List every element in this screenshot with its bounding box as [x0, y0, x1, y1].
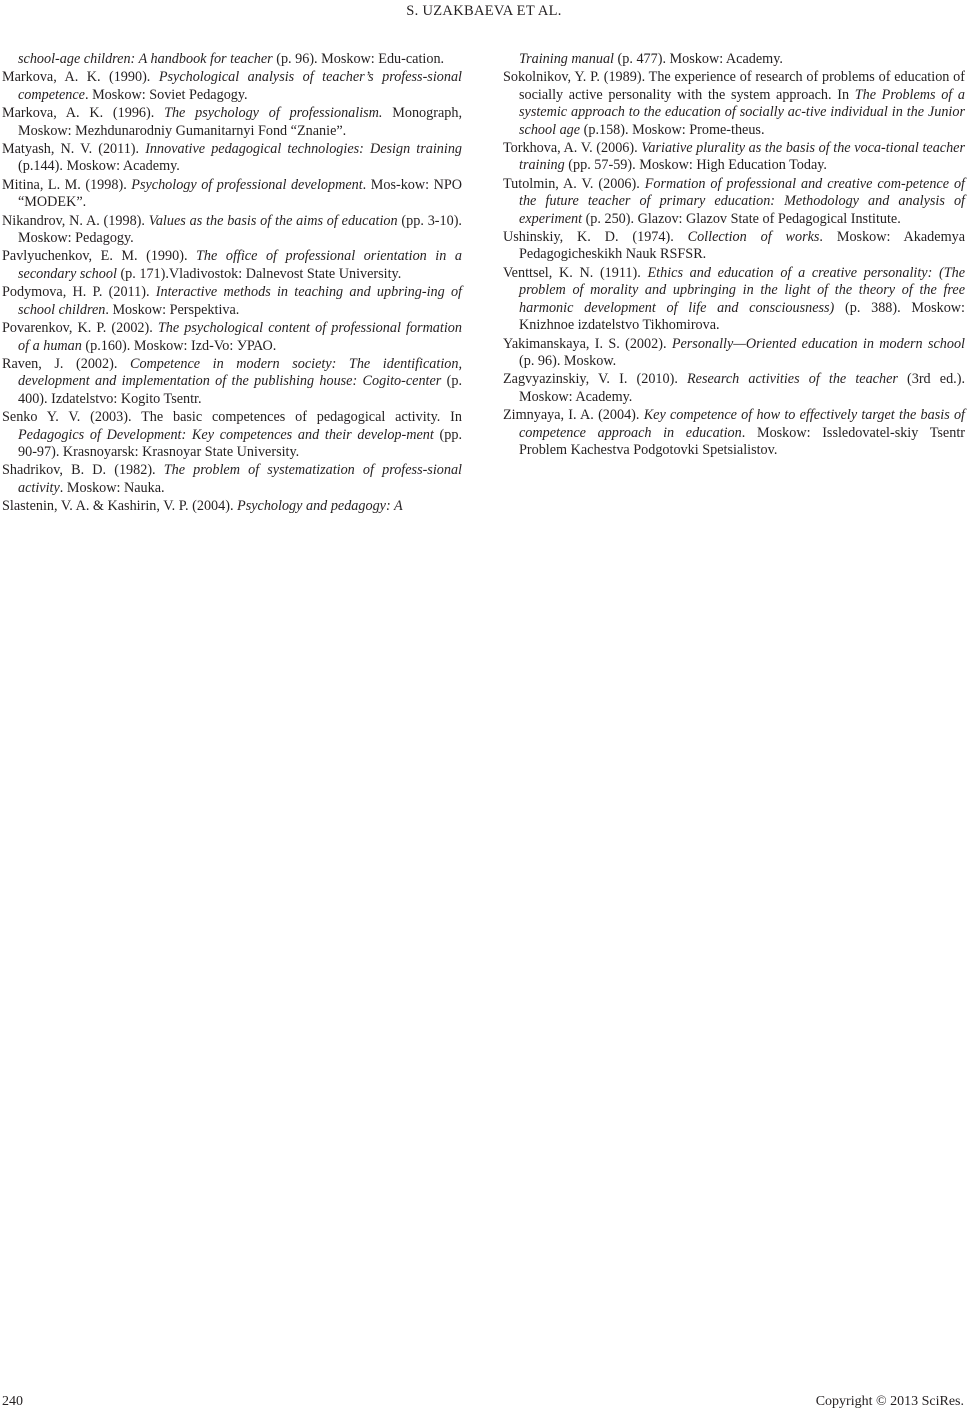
reference-authors: Podymova, H. P. (2011). — [2, 284, 156, 301]
reference-publication: . Moskow: Perspektiva. — [105, 301, 240, 318]
reference-publication: (pp. 3-10). Moskow: Pedagogy. — [18, 212, 462, 247]
reference-entry — [503, 336, 965, 371]
reference-publication: (p. 171).Vladivostok: Dalnevost State University. — [116, 265, 402, 282]
page-number: 240 — [2, 1394, 23, 1409]
reference-title: Psychology of professional development — [131, 176, 363, 193]
reference-publication: (3rd ed.). Moskow: Academy. — [519, 371, 965, 405]
reference-title: Values as the basis of the aims of education — [148, 212, 398, 229]
reference-title: Psychological analysis of teacher’s profess-sional competence — [18, 69, 462, 103]
reference-publication: . Moskow: Soviet Pedagogy. — [84, 86, 248, 103]
reference-authors: Ushinskiy, K. D. (1974). — [503, 229, 688, 246]
reference-entry — [2, 409, 462, 461]
reference-authors: Nikandrov, N. A. (1998). — [2, 212, 149, 229]
reference-entry — [503, 140, 965, 175]
reference-entry — [2, 213, 462, 248]
reference-title: Collection of works — [687, 229, 820, 246]
reference-title: Pedagogics of Development: Key competences and their develop-ment — [18, 426, 434, 443]
reference-title: Innovative pedagogical technologies: Design training — [145, 141, 463, 158]
copyright-notice: Copyright © 2013 SciRes. — [815, 1394, 964, 1409]
reference-authors: Raven, J. (2002). — [2, 355, 130, 372]
reference-authors: Tutolmin, A. V. (2006). — [503, 175, 645, 192]
reference-entry — [2, 462, 462, 497]
reference-publication: (p. 250). Glazov: Glazov State of Pedagogical Institute. — [582, 210, 901, 227]
reference-entry — [503, 407, 965, 459]
reference-title: Interactive methods in teaching and upbring-ing of school children — [18, 284, 462, 318]
reference-entry — [2, 177, 462, 212]
reference-authors: Torkhova, A. V. (2006). — [503, 140, 642, 157]
reference-publication: (p. 388). Moskow: Knizhnoe izdatelstvo Tikhomirova. — [519, 299, 965, 334]
reference-publication: . Mos-kow: NPO “MODEK”. — [18, 176, 462, 211]
reference-entry — [503, 371, 965, 406]
reference-publication: . Moskow: Akademya Pedagogicheskikh Nauk RSFSR. — [519, 229, 965, 263]
reference-title: The Problems of a systemic approach to the education of socially ac-tive individual in the Junior school age — [519, 86, 966, 138]
reference-title: Key competence of how to effectively target the basis of competence approach in education — [519, 407, 965, 441]
reference-entry — [2, 498, 462, 515]
reference-title: The office of professional orientation in a secondary school — [18, 248, 462, 282]
reference-authors: Mitina, L. M. (1998). — [2, 176, 132, 193]
reference-entry — [503, 265, 965, 335]
reference-title: The psychology of professionalism. — [164, 105, 383, 122]
reference-publication: (p. 96). Moskow. — [519, 352, 617, 369]
reference-title: school-age children: A handbook for teacher — [18, 51, 273, 67]
reference-title: Psychology and pedagogy: A — [237, 498, 403, 515]
references-right-column — [503, 51, 965, 460]
reference-publication: (p. 96). Moskow: Edu-cation. — [272, 51, 445, 67]
reference-entry — [503, 69, 965, 139]
reference-title: Training manual — [519, 51, 614, 67]
reference-authors: Pavlyuchenkov, E. M. (1990). — [2, 248, 197, 265]
reference-entry — [2, 248, 462, 283]
reference-entry — [2, 320, 462, 355]
reference-entry — [2, 51, 462, 68]
reference-publication: (p.160). Moskow: Izd-Vo: УРАО. — [81, 337, 277, 354]
reference-title: Competence in modern society: The identification, development and implementation of the publishing house: Cogito-center — [18, 355, 462, 390]
reference-authors: Zimnyaya, I. A. (2004). — [503, 407, 644, 424]
reference-publication: . Moskow: Nauka. — [59, 479, 165, 496]
running-head: S. UZAKBAEVA ET AL. — [406, 3, 562, 19]
reference-publication: (p.158). Moskow: Prome-theus. — [580, 121, 765, 138]
reference-authors: Senko Y. V. (2003). The basic competences of pedagogical activity. In — [2, 409, 462, 426]
reference-publication: (p. 477). Moskow: Academy. — [614, 51, 783, 67]
reference-title: Formation of professional and creative com-petence of the future teacher of primary education: Methodology and analysis of experiment — [519, 175, 965, 227]
reference-title: Variative plurality as the basis of the voca-tional teacher training — [519, 140, 965, 174]
reference-authors: Matyash, N. V. (2011). — [2, 141, 146, 158]
reference-title: The psychological content of professional formation of a human — [18, 320, 462, 354]
reference-title: Personally—Oriented education in modern school — [671, 335, 965, 352]
reference-authors: Markova, A. K. (1996). — [2, 105, 165, 122]
reference-entry — [2, 105, 462, 140]
reference-title: The problem of systematization of profess-sional activity — [18, 462, 462, 496]
reference-publication: (p.144). Moskow: Academy. — [18, 158, 180, 175]
reference-authors: Sokolnikov, Y. P. (1989). The experience of research of problems of education of socially active personality with the system approach. In — [503, 69, 965, 103]
reference-publication: . Moskow: Issledovatel-skiy Tsentr Problem Kachestva Podgotovki Spetsialistov. — [519, 424, 965, 458]
reference-authors: Markova, A. K. (1990). — [2, 69, 159, 86]
reference-authors: Povarenkov, K. P. (2002). — [2, 320, 158, 337]
reference-publication: (pp. 90-97). Krasnoyarsk: Krasnoyar State University. — [18, 426, 462, 460]
reference-authors: Zagvyazinskiy, V. I. (2010). — [503, 371, 687, 388]
reference-title: Ethics and education of a creative personality: (The problem of morality and upbringing in the light of the theory of the free harmonic development of life and consciousness) — [519, 264, 966, 316]
reference-publication: Monograph, Moskow: Mezhdunarodniy Gumanitarnyi Fond “Znanie”. — [18, 105, 462, 139]
reference-authors: Slastenin, V. A. & Kashirin, V. P. (2004). — [2, 498, 238, 515]
reference-entry — [503, 51, 965, 68]
reference-entry — [2, 284, 462, 319]
reference-entry — [503, 229, 965, 264]
reference-publication: (pp. 57-59). Moskow: High Education Today. — [564, 157, 827, 174]
reference-entry — [2, 141, 462, 176]
reference-authors: Venttsel, K. N. (1911). — [503, 264, 648, 281]
reference-title: Research activities of the teacher — [687, 371, 898, 388]
reference-authors: Shadrikov, B. D. (1982). — [2, 462, 164, 479]
reference-authors: Yakimanskaya, I. S. (2002). — [503, 335, 672, 352]
reference-entry — [503, 176, 965, 228]
reference-entry — [2, 356, 462, 408]
references-left-column — [2, 51, 462, 517]
reference-publication: (p. 400). Izdatelstvo: Kogito Tsentr. — [18, 373, 462, 407]
reference-entry — [2, 69, 462, 104]
